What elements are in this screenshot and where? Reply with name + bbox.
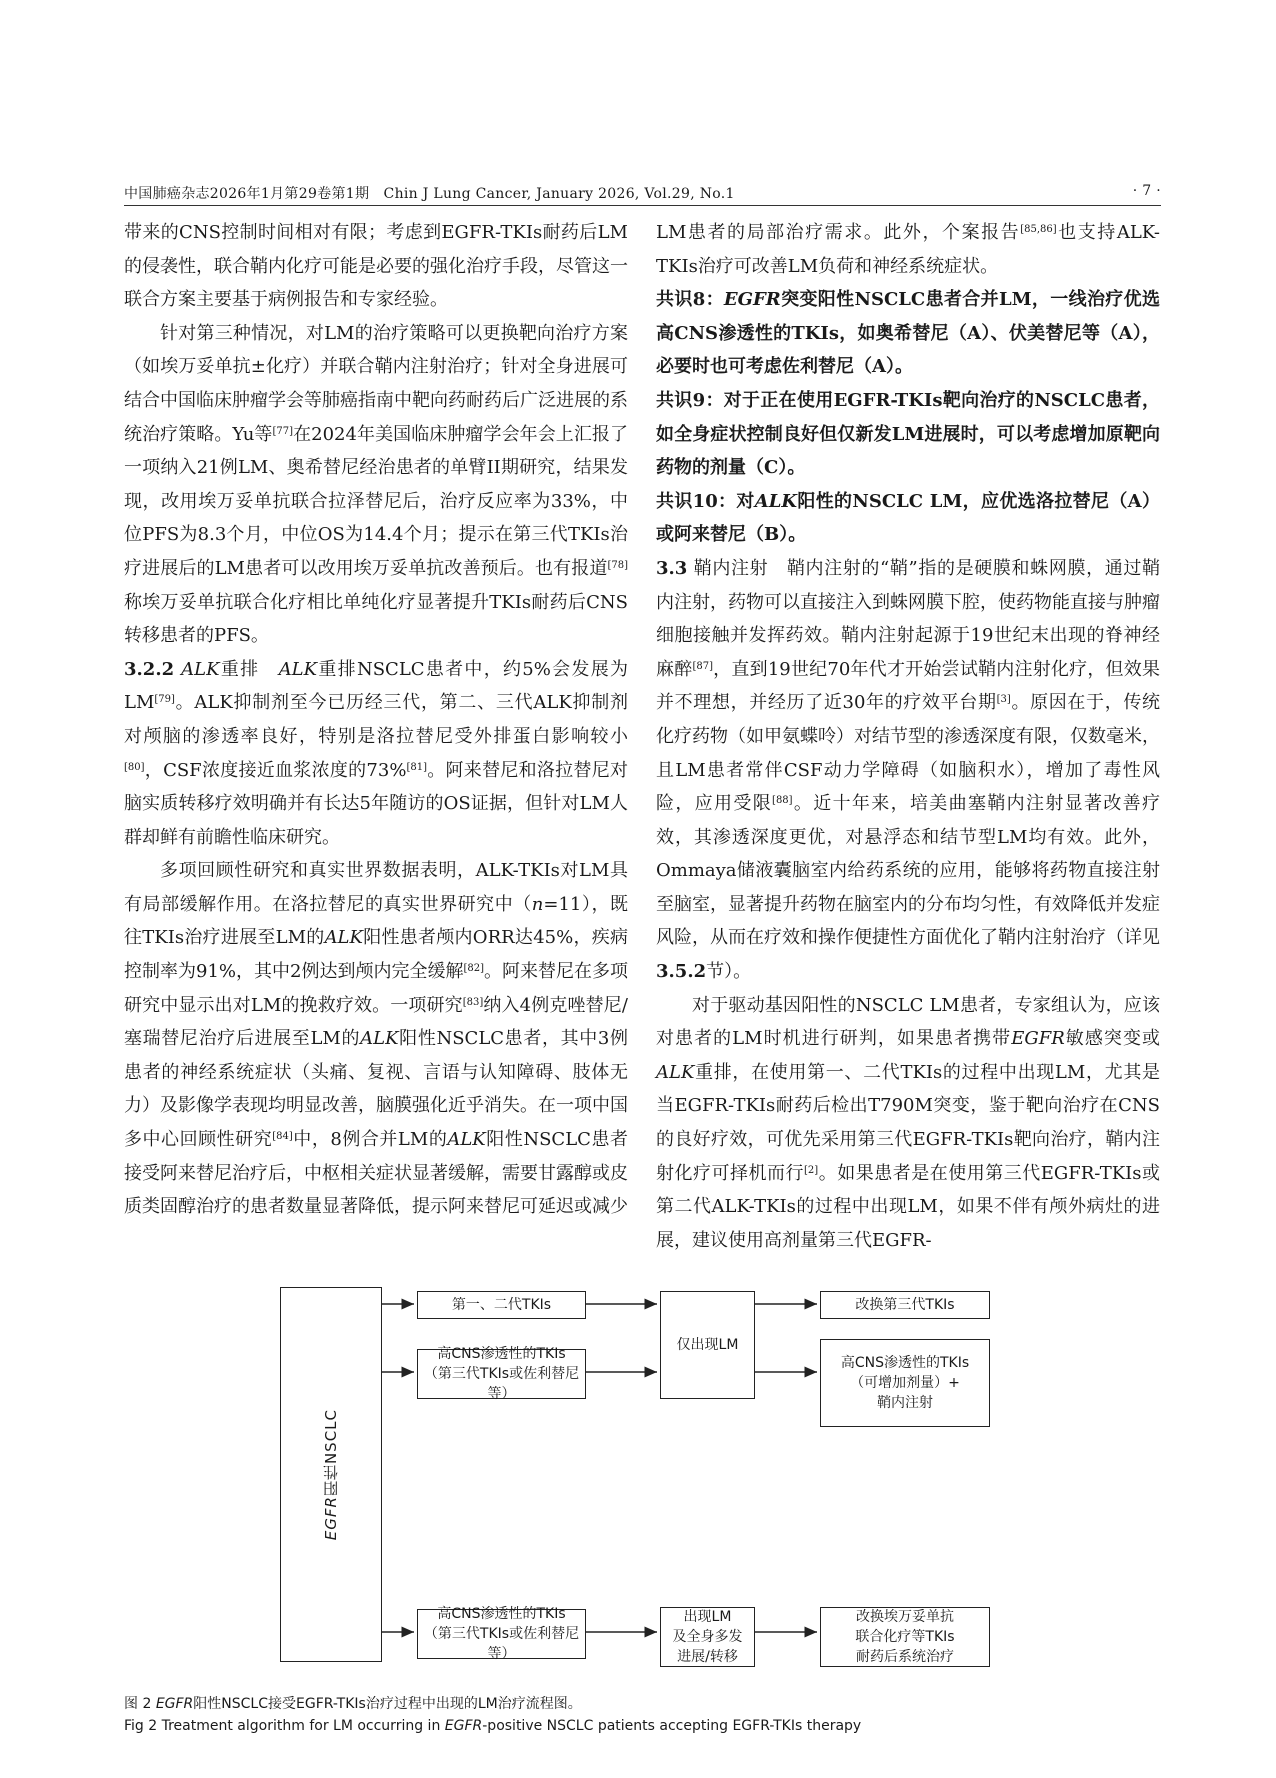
running-header: [124, 183, 1161, 205]
right-text-column: [656, 216, 1160, 1257]
box-amivantamab: 改换埃万妥单抗 联合化疗等TKIs 耐药后系统治疗: [820, 1607, 990, 1667]
left-text-column: [124, 216, 628, 1224]
box-high-cns-1: 高CNS渗透性的TKIs （第三代TKIs或佐利替尼等）: [417, 1349, 586, 1399]
figure-caption-zh: 图 2 EGFR阳性NSCLC接受EGFR-TKIs治疗过程中出现的LM治疗流程图。: [124, 1696, 582, 1712]
box-lm-systemic: 出现LM 及全身多发 进展/转移: [660, 1607, 755, 1667]
root-label: EGFR阳性NSCLC: [322, 1408, 340, 1541]
box-switch-third-gen: 改换第三代TKIs: [820, 1291, 990, 1319]
box-high-cns-2: 高CNS渗透性的TKIs （第三代TKIs或佐利替尼等）: [417, 1609, 586, 1659]
journal-citation: 中国肺癌杂志2026年1月第29卷第1期 Chin J Lung Cancer, January 2026, Vol.29, No.1: [124, 186, 735, 202]
left-paragraph-2: 针对第三种情况，对LM的治疗策略可以更换靶向治疗方案（如埃万妥单抗±化疗）并联合鞘内注射治疗；针对全身进展可结合中国临床肿瘤学会等肺癌指南中靶向药耐药后广泛进展的系统治疗策略。Yu等[77]在2024年美国临床肿瘤学会年会上汇报了一项纳入21例LM、奥希替尼经治患者的单臂II期研究，结果发现，改用埃万妥单抗联合拉泽替尼后，治疗反应率为33%，中位PFS为8.3个月，中位OS为14.4个月；提示在第三代TKIs治疗进展后的LM患者可以改用埃万妥单抗改善预后。也有报道[78]称埃万妥单抗联合化疗相比单纯化疗显著提升TKIs耐药后CNS转移患者的PFS。: [124, 322, 628, 647]
right-paragraph-4: 共识10：对ALK阳性的NSCLC LM，应优选洛拉替尼（A）或阿来替尼（B）。: [656, 490, 1160, 546]
header-rule: [124, 205, 1161, 206]
root-box: [280, 1287, 382, 1662]
box-lm-only: 仅出现LM: [660, 1291, 755, 1399]
right-paragraph-6: 对于驱动基因阳性的NSCLC LM患者，专家组认为，应该对患者的LM时机进行研判，如果患者携带EGFR敏感突变或ALK重排，在使用第一、二代TKIs的过程中出现LM，尤其是当EGFR-TKIs耐药后检出T790M突变，鉴于靶向治疗在CNS的良好疗效，可优先采用第三代EGFR-TKIs靶向治疗，鞘内注射化疗可择机而行[2]。如果患者是在使用第三代EGFR-TKIs或第二代ALK-TKIs的过程中出现LM，如果不伴有颅外病灶的进展，建议使用高剂量第三代EGFR-: [656, 994, 1160, 1251]
left-paragraph-3: 3.2.2 ALK重排 ALK重排NSCLC患者中，约5%会发展为LM[79]。ALK抑制剂至今已历经三代，第二、三代ALK抑制剂对颅脑的渗透率良好，特别是洛拉替尼受外排蛋白影响较小[80]，CSF浓度接近血浆浓度的73%[81]。阿来替尼和洛拉替尼对脑实质转移疗效明确并有长达5年随访的OS证据，但针对LM人群却鲜有前瞻性临床研究。: [124, 658, 628, 848]
right-paragraph-1: LM患者的局部治疗需求。此外，个案报告[85,86]也支持ALK-TKIs治疗可改善LM负荷和神经系统症状。: [656, 222, 1160, 277]
right-paragraph-5: 3.3 鞘内注射 鞘内注射的“鞘”指的是硬膜和蛛网膜，通过鞘内注射，药物可以直接注入到蛛网膜下腔，使药物能直接与肿瘤细胞接触并发挥药效。鞘内注射起源于19世纪末出现的脊神经麻醉[87]，直到19世纪70年代才开始尝试鞘内注射化疗，但效果并不理想，并经历了近30年的疗效平台期[3]。原因在于，传统化疗药物（如甲氨蝶呤）对结节型的渗透深度有限，仅数毫米，且LM患者常伴CSF动力学障碍（如脑积水），增加了毒性风险，应用受限[88]。近十年来，培美曲塞鞘内注射显著改善疗效，其渗透深度更优，对悬浮态和结节型LM均有效。此外，Ommaya储液囊脑室内给药系统的应用，能够将药物直接注射至脑室，显著提升药物在脑室内的分布均匀性，有效降低并发症风险，从而在疗效和操作便捷性方面优化了鞘内注射治疗（详见3.5.2节）。: [656, 557, 1161, 983]
left-paragraph-1: 带来的CNS控制时间相对有限；考虑到EGFR-TKIs耐药后LM的侵袭性，联合鞘内化疗可能是必要的强化治疗手段，尽管这一联合方案主要基于病例报告和专家经验。: [124, 222, 628, 311]
flowchart-figure: [280, 1285, 997, 1680]
right-paragraph-3: 共识9：对于正在使用EGFR-TKIs靶向治疗的NSCLC患者，如全身症状控制良好但仅新发LM进展时，可以考虑增加原靶向药物的剂量（C）。: [656, 389, 1160, 479]
figure-caption-en: Fig 2 Treatment algorithm for LM occurring in EGFR-positive NSCLC patients accepting EGFR-TKIs therapy: [124, 1718, 862, 1734]
right-paragraph-2: 共识8：EGFR突变阳性NSCLC患者合并LM，一线治疗优选高CNS渗透性的TKIs，如奥希替尼（A）、伏美替尼等（A），必要时也可考虑佐利替尼（A）。: [656, 289, 1161, 378]
left-paragraph-4: 多项回顾性研究和真实世界数据表明，ALK-TKIs对LM具有局部缓解作用。在洛拉替尼的真实世界研究中（n=11），既往TKIs治疗进展至LM的ALK阳性患者颅内ORR达45%，疾病控制率为91%，其中2例达到颅内完全缓解[82]。阿来替尼在多项研究中显示出对LM的挽救疗效。一项研究[83]纳入4例克唑替尼/塞瑞替尼治疗后进展至LM的ALK阳性NSCLC患者，其中3例患者的神经系统症状（头痛、复视、言语与认知障碍、肢体无力）及影像学表现均明显改善，脑膜强化近乎消失。在一项中国多中心回顾性研究[84]中，8例合并LM的ALK阳性NSCLC患者接受阿来替尼治疗后，中枢相关症状显著缓解，需要甘露醇或皮质类固醇治疗的患者数量显著降低，提示阿来替尼可延迟或减少: [124, 860, 629, 1218]
box-increase-dose: 高CNS渗透性的TKIs （可增加剂量）+ 鞘内注射: [820, 1339, 990, 1427]
box-first-second-gen: 第一、二代TKIs: [417, 1291, 586, 1319]
page-number: · 7 ·: [1132, 183, 1161, 199]
